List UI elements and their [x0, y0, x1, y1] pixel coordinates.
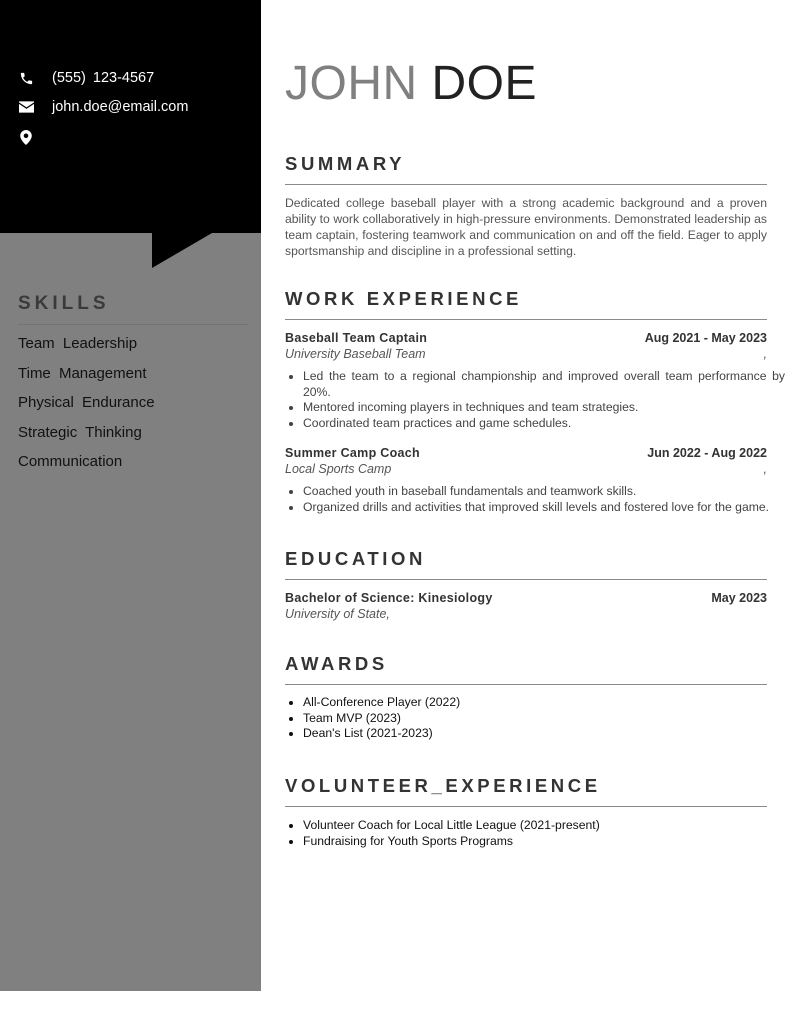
summary-heading: SUMMARY	[285, 153, 406, 174]
job-bullets	[285, 484, 785, 515]
job-dates: Jun 2022 - Aug 2022	[647, 446, 767, 460]
degree: Bachelor of Science: Kinesiology	[285, 591, 493, 605]
contact-location	[18, 127, 34, 147]
email-address: john.doe@email.com	[52, 99, 189, 115]
job-organization: University Baseball Team	[285, 347, 426, 361]
skill-item: Physical Endurance	[18, 394, 155, 411]
job-title: Summer Camp Coach	[285, 446, 420, 460]
list-item: • All-Conference Player (2022)	[303, 695, 785, 711]
awards-heading: AWARDS	[285, 653, 388, 674]
job-organization: Local Sports Camp	[285, 462, 392, 476]
education-divider	[285, 579, 767, 580]
volunteer-list	[285, 818, 785, 849]
skill-item: Team Leadership	[18, 335, 138, 352]
list-item: • Volunteer Coach for Local Little League (2021-present)	[303, 818, 785, 834]
awards-list	[285, 695, 785, 742]
work-heading: WORK EXPERIENCE	[285, 288, 522, 309]
phone-number: (555) 123-4567	[52, 70, 155, 86]
phone-icon	[18, 70, 34, 86]
contact-panel	[0, 0, 261, 233]
list-item: • Mentored incoming players in techniques and team strategies.	[303, 400, 785, 416]
work-divider	[285, 319, 767, 320]
job-location: ,	[763, 462, 767, 476]
list-item: • Organized drills and activities that improved skill levels and fostered love for the game.	[303, 500, 785, 516]
skills-heading: SKILLS	[18, 293, 110, 314]
job-dates: Aug 2021 - May 2023	[644, 331, 767, 345]
skills-list	[18, 334, 155, 482]
skill-item: Strategic Thinking	[18, 423, 142, 441]
skills-divider	[18, 324, 248, 325]
list-item: • Coordinated team practices and game schedules.	[303, 416, 785, 432]
list-item: • Team MVP (2023)	[303, 711, 785, 727]
list-item: • Fundraising for Youth Sports Programs	[303, 834, 785, 850]
candidate-name	[285, 56, 537, 111]
job-bullets	[285, 369, 785, 431]
list-item: • Coached youth in baseball fundamentals and teamwork skills.	[303, 484, 785, 500]
skill-item: Time Management	[18, 364, 147, 382]
last-name: DOE	[431, 57, 538, 110]
awards-divider	[285, 684, 767, 685]
job-location: ,	[763, 347, 767, 361]
location-pin-icon	[18, 129, 34, 145]
volunteer-divider	[285, 806, 767, 807]
envelope-icon	[18, 99, 34, 115]
contact-email	[18, 97, 189, 117]
education-heading: EDUCATION	[285, 548, 426, 569]
summary-divider	[285, 184, 767, 185]
school: University of State,	[285, 607, 390, 621]
contact-phone	[18, 68, 155, 88]
volunteer-heading: VOLUNTEER_EXPERIENCE	[285, 775, 601, 796]
list-item: • Dean's List (2021-2023)	[303, 726, 785, 742]
skill-item: Communication	[18, 453, 123, 470]
summary-text: Dedicated college baseball player with a strong academic background and a proven ability to work collaboratively in high-pressure environments. Demonstrated leadership as team captain, fostering teamwork and communication on and off the field. Eager to apply sportsmanship and discipline in a professional setting.	[285, 196, 767, 258]
list-item: • Led the team to a regional championship and improved overall team performance by 20%.	[303, 369, 785, 400]
contact-panel-notch	[152, 233, 212, 268]
first-name: JOHN	[285, 57, 418, 110]
job-title: Baseball Team Captain	[285, 331, 428, 345]
graduation-date: May 2023	[711, 591, 767, 605]
